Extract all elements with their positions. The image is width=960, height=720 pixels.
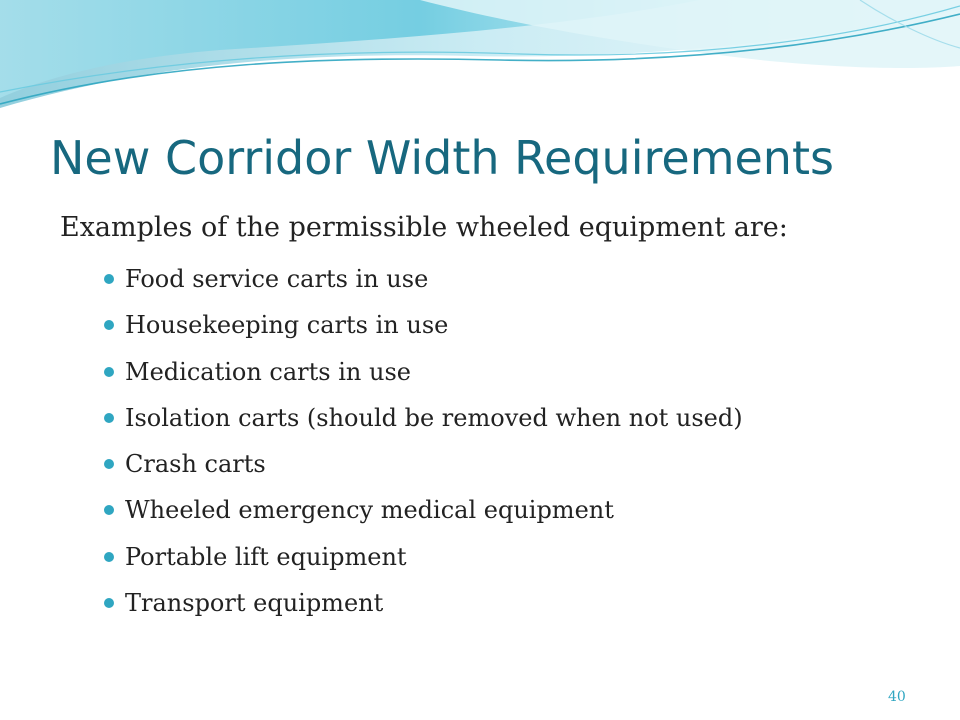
bullet-icon xyxy=(104,552,114,562)
bullet-text: Isolation carts (should be removed when not used) xyxy=(125,403,743,432)
bullet-list xyxy=(100,256,743,626)
bullet-icon xyxy=(104,367,114,377)
bullet-text: Portable lift equipment xyxy=(125,542,407,571)
wave-header-decoration xyxy=(0,0,960,120)
bullet-text: Medication carts in use xyxy=(125,357,411,386)
slide-number: 40 xyxy=(888,689,906,705)
bullet-item xyxy=(100,395,743,441)
bullet-item xyxy=(100,441,743,487)
slide-title: New Corridor Width Requirements xyxy=(50,131,834,185)
bullet-item xyxy=(100,302,743,348)
bullet-icon xyxy=(104,413,114,423)
bullet-text: Wheeled emergency medical equipment xyxy=(125,496,614,525)
bullet-icon xyxy=(104,320,114,330)
bullet-icon xyxy=(104,598,114,608)
bullet-item xyxy=(100,580,743,626)
bullet-icon xyxy=(104,459,114,469)
bullet-item xyxy=(100,534,743,580)
bullet-icon xyxy=(104,274,114,284)
bullet-text: Transport equipment xyxy=(125,589,384,618)
bullet-item xyxy=(100,487,743,533)
bullet-icon xyxy=(104,505,114,515)
bullet-item xyxy=(100,256,743,302)
bullet-text: Food service carts in use xyxy=(125,265,429,293)
bullet-text: Housekeeping carts in use xyxy=(125,311,449,340)
bullet-text: Crash carts xyxy=(125,450,266,479)
bullet-item xyxy=(100,349,743,395)
intro-text: Examples of the permissible wheeled equipment are: xyxy=(60,212,788,243)
